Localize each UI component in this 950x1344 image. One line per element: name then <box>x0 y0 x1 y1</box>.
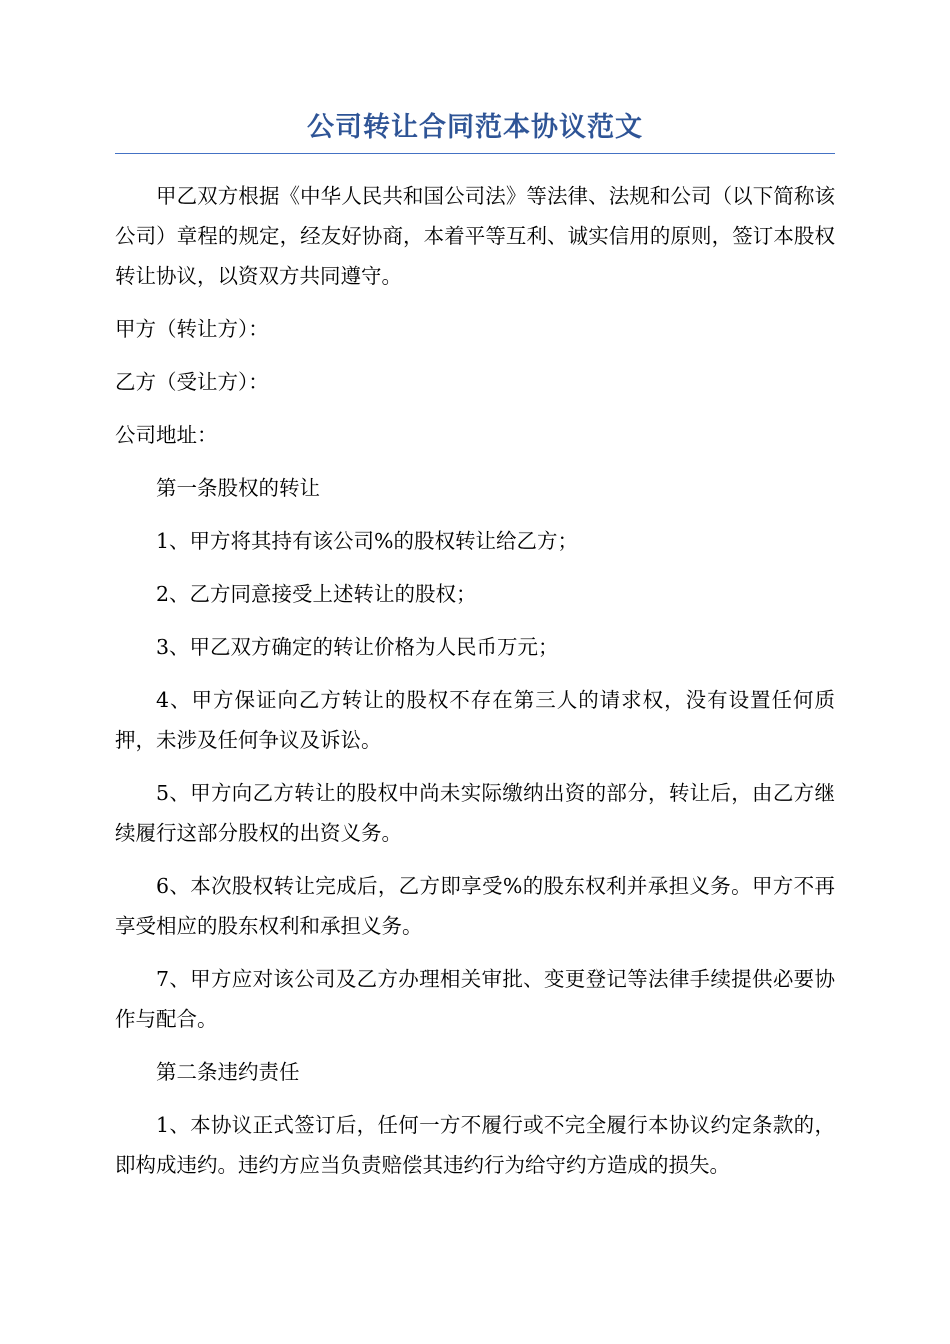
article-1-clause-5: 5、甲方向乙方转让的股权中尚未实际缴纳出资的部分，转让后，由乙方继续履行这部分股权的出资义务。 <box>115 781 835 845</box>
document-page <box>115 108 835 1198</box>
article-1-heading: 第一条股权的转让 <box>156 476 320 500</box>
article-2-heading: 第二条违约责任 <box>156 1060 300 1084</box>
article-1-clause-3: 3、甲乙双方确定的转让价格为人民币万元； <box>156 635 559 659</box>
company-address-label: 公司地址： <box>115 423 218 447</box>
party-b-label: 乙方（受让方）： <box>115 370 269 394</box>
document-body <box>115 176 835 1185</box>
party-a-label: 甲方（转让方）： <box>115 317 269 341</box>
article-1-clause-2: 2、乙方同意接受上述转让的股权； <box>156 582 477 606</box>
article-2-clause-1: 1、本协议正式签订后，任何一方不履行或不完全履行本协议约定条款的，即构成违约。违约方应当负责赔偿其违约行为给守约方造成的损失。 <box>115 1113 835 1177</box>
document-title: 公司转让合同范本协议范文 <box>307 112 643 143</box>
title-underline <box>115 153 835 154</box>
preamble-paragraph: 甲乙双方根据《中华人民共和国公司法》等法律、法规和公司（以下简称该公司）章程的规定，经友好协商，本着平等互利、诚实信用的原则，签订本股权转让协议，以资双方共同遵守。 <box>115 184 835 288</box>
article-1-clause-4: 4、甲方保证向乙方转让的股权不存在第三人的请求权，没有设置任何质押，未涉及任何争议及诉讼。 <box>115 688 835 752</box>
article-1-clause-7: 7、甲方应对该公司及乙方办理相关审批、变更登记等法律手续提供必要协作与配合。 <box>115 967 835 1031</box>
article-1-clause-6: 6、本次股权转让完成后，乙方即享受%的股东权利并承担义务。甲方不再享受相应的股东权利和承担义务。 <box>115 874 835 938</box>
article-1-clause-1: 1、甲方将其持有该公司%的股权转让给乙方； <box>156 529 579 553</box>
